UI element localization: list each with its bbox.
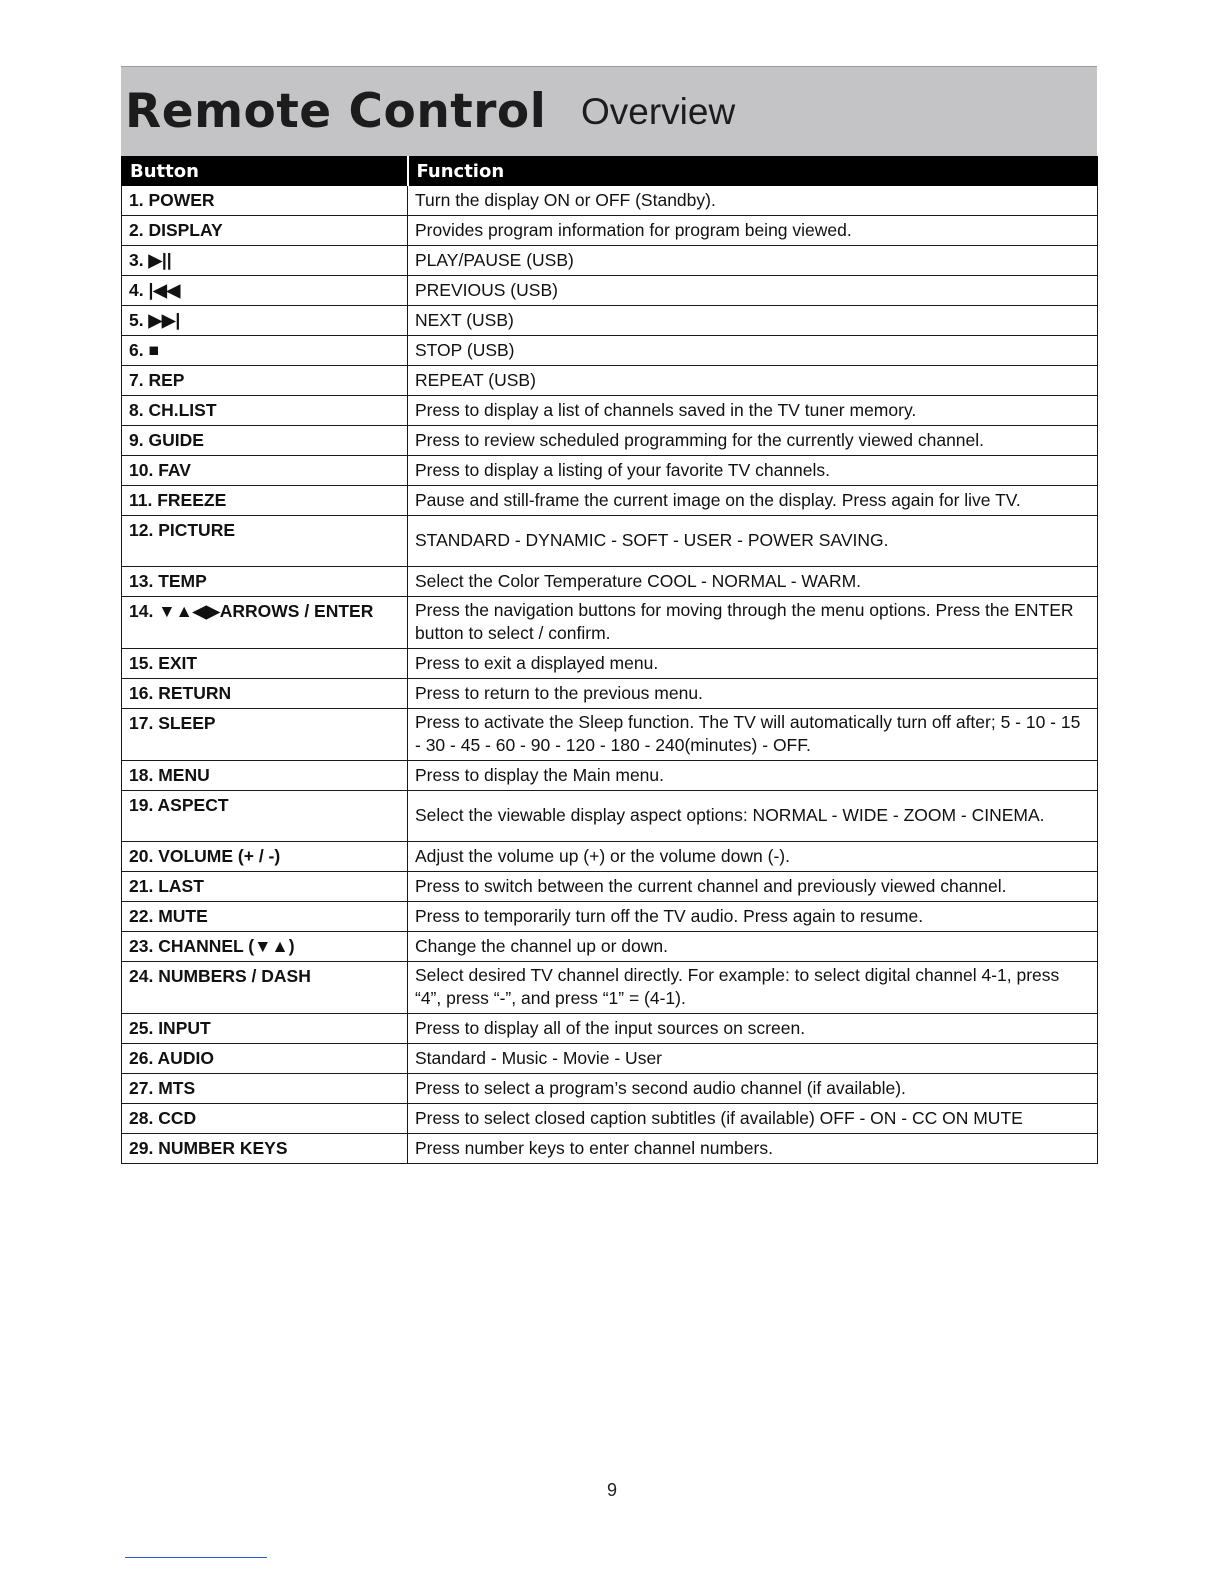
table-row: [122, 872, 1098, 902]
table-row: [122, 246, 1098, 276]
function-cell: Press to switch between the current channel and previously viewed channel.: [408, 872, 1098, 902]
button-cell: 9. GUIDE: [122, 426, 408, 456]
table-row: [122, 1014, 1098, 1044]
table-row: [122, 761, 1098, 791]
page-title: Remote Control: [125, 84, 547, 139]
button-cell: 3. ▶||: [122, 246, 408, 276]
function-cell: STOP (USB): [408, 336, 1098, 366]
table-row: [122, 962, 1098, 1014]
function-cell: Standard - Music - Movie - User: [408, 1044, 1098, 1074]
button-cell: 20. VOLUME (+ / -): [122, 842, 408, 872]
button-cell: 16. RETURN: [122, 679, 408, 709]
table-row: [122, 567, 1098, 597]
function-cell: PLAY/PAUSE (USB): [408, 246, 1098, 276]
table-row: [122, 486, 1098, 516]
button-cell: 19. ASPECT: [122, 791, 408, 842]
table-row: [122, 842, 1098, 872]
button-cell: 11. FREEZE: [122, 486, 408, 516]
table-row: [122, 186, 1098, 216]
table-row: [122, 709, 1098, 761]
function-cell: Press to display all of the input sources on screen.: [408, 1014, 1098, 1044]
function-cell: Press to display a listing of your favorite TV channels.: [408, 456, 1098, 486]
table-row: [122, 932, 1098, 962]
button-cell: 22. MUTE: [122, 902, 408, 932]
function-cell: Press to select closed caption subtitles (if available) OFF - ON - CC ON MUTE: [408, 1104, 1098, 1134]
function-cell: Press to exit a displayed menu.: [408, 649, 1098, 679]
function-cell: Press to temporarily turn off the TV audio. Press again to resume.: [408, 902, 1098, 932]
remote-control-table: [121, 156, 1098, 1164]
function-cell: STANDARD - DYNAMIC - SOFT - USER - POWER SAVING.: [408, 516, 1098, 567]
function-cell: Press the navigation buttons for moving through the menu options. Press the ENTER button to select / confirm.: [408, 597, 1098, 649]
button-cell: 25. INPUT: [122, 1014, 408, 1044]
button-cell: 29. NUMBER KEYS: [122, 1134, 408, 1164]
table-row: [122, 396, 1098, 426]
button-cell: 10. FAV: [122, 456, 408, 486]
table-row: [122, 336, 1098, 366]
button-cell: 6. ■: [122, 336, 408, 366]
function-cell: Press number keys to enter channel numbers.: [408, 1134, 1098, 1164]
function-cell: REPEAT (USB): [408, 366, 1098, 396]
footer-rule: [125, 1557, 267, 1558]
page-number: 9: [606, 1480, 617, 1500]
function-cell: Change the channel up or down.: [408, 932, 1098, 962]
table-row: [122, 1044, 1098, 1074]
table-row: [122, 306, 1098, 336]
button-cell: 5. ▶▶|: [122, 306, 408, 336]
button-cell: 23. CHANNEL (▼▲): [122, 932, 408, 962]
function-cell: Press to display a list of channels saved in the TV tuner memory.: [408, 396, 1098, 426]
page-subtitle: Overview: [581, 91, 736, 132]
function-cell: Press to return to the previous menu.: [408, 679, 1098, 709]
function-cell: Press to review scheduled programming for the currently viewed channel.: [408, 426, 1098, 456]
table-row: [122, 426, 1098, 456]
table-row: [122, 1104, 1098, 1134]
button-cell: 14. ▼▲◀▶ARROWS / ENTER: [122, 597, 408, 649]
function-cell: Select the viewable display aspect options: NORMAL - WIDE - ZOOM - CINEMA.: [408, 791, 1098, 842]
function-cell: Pause and still-frame the current image on the display. Press again for live TV.: [408, 486, 1098, 516]
table-row: [122, 649, 1098, 679]
function-cell: Press to select a program’s second audio channel (if available).: [408, 1074, 1098, 1104]
function-cell: Turn the display ON or OFF (Standby).: [408, 186, 1098, 216]
function-cell: PREVIOUS (USB): [408, 276, 1098, 306]
table-row: [122, 456, 1098, 486]
button-cell: 12. PICTURE: [122, 516, 408, 567]
button-cell: 7. REP: [122, 366, 408, 396]
button-cell: 15. EXIT: [122, 649, 408, 679]
column-header-button: Button: [122, 157, 408, 186]
button-cell: 21. LAST: [122, 872, 408, 902]
function-cell: Adjust the volume up (+) or the volume down (-).: [408, 842, 1098, 872]
function-cell: Provides program information for program being viewed.: [408, 216, 1098, 246]
button-cell: 27. MTS: [122, 1074, 408, 1104]
button-cell: 13. TEMP: [122, 567, 408, 597]
button-cell: 18. MENU: [122, 761, 408, 791]
button-cell: 4. |◀◀: [122, 276, 408, 306]
table-row: [122, 516, 1098, 567]
table-header-row: [122, 157, 1098, 186]
button-cell: 1. POWER: [122, 186, 408, 216]
function-cell: NEXT (USB): [408, 306, 1098, 336]
table-row: [122, 597, 1098, 649]
table-row: [122, 679, 1098, 709]
function-cell: Press to activate the Sleep function. The TV will automatically turn off after; 5 - 10 - 15 - 30 - 45 - 60 - 90 - 120 - 180 - 240(minutes) - OFF.: [408, 709, 1098, 761]
function-cell: Press to display the Main menu.: [408, 761, 1098, 791]
table-row: [122, 276, 1098, 306]
table-row: [122, 216, 1098, 246]
button-cell: 26. AUDIO: [122, 1044, 408, 1074]
button-cell: 8. CH.LIST: [122, 396, 408, 426]
button-cell: 17. SLEEP: [122, 709, 408, 761]
table-row: [122, 791, 1098, 842]
table-row: [122, 1074, 1098, 1104]
column-header-function: Function: [408, 157, 1098, 186]
function-cell: Select desired TV channel directly. For example: to select digital channel 4-1, press “4”, press “-”, and press “1” = (4-1).: [408, 962, 1098, 1014]
button-cell: 28. CCD: [122, 1104, 408, 1134]
button-cell: 2. DISPLAY: [122, 216, 408, 246]
button-cell: 24. NUMBERS / DASH: [122, 962, 408, 1014]
table-row: [122, 1134, 1098, 1164]
table-row: [122, 366, 1098, 396]
function-cell: Select the Color Temperature COOL - NORMAL - WARM.: [408, 567, 1098, 597]
title-banner: [121, 66, 1097, 158]
table-row: [122, 902, 1098, 932]
